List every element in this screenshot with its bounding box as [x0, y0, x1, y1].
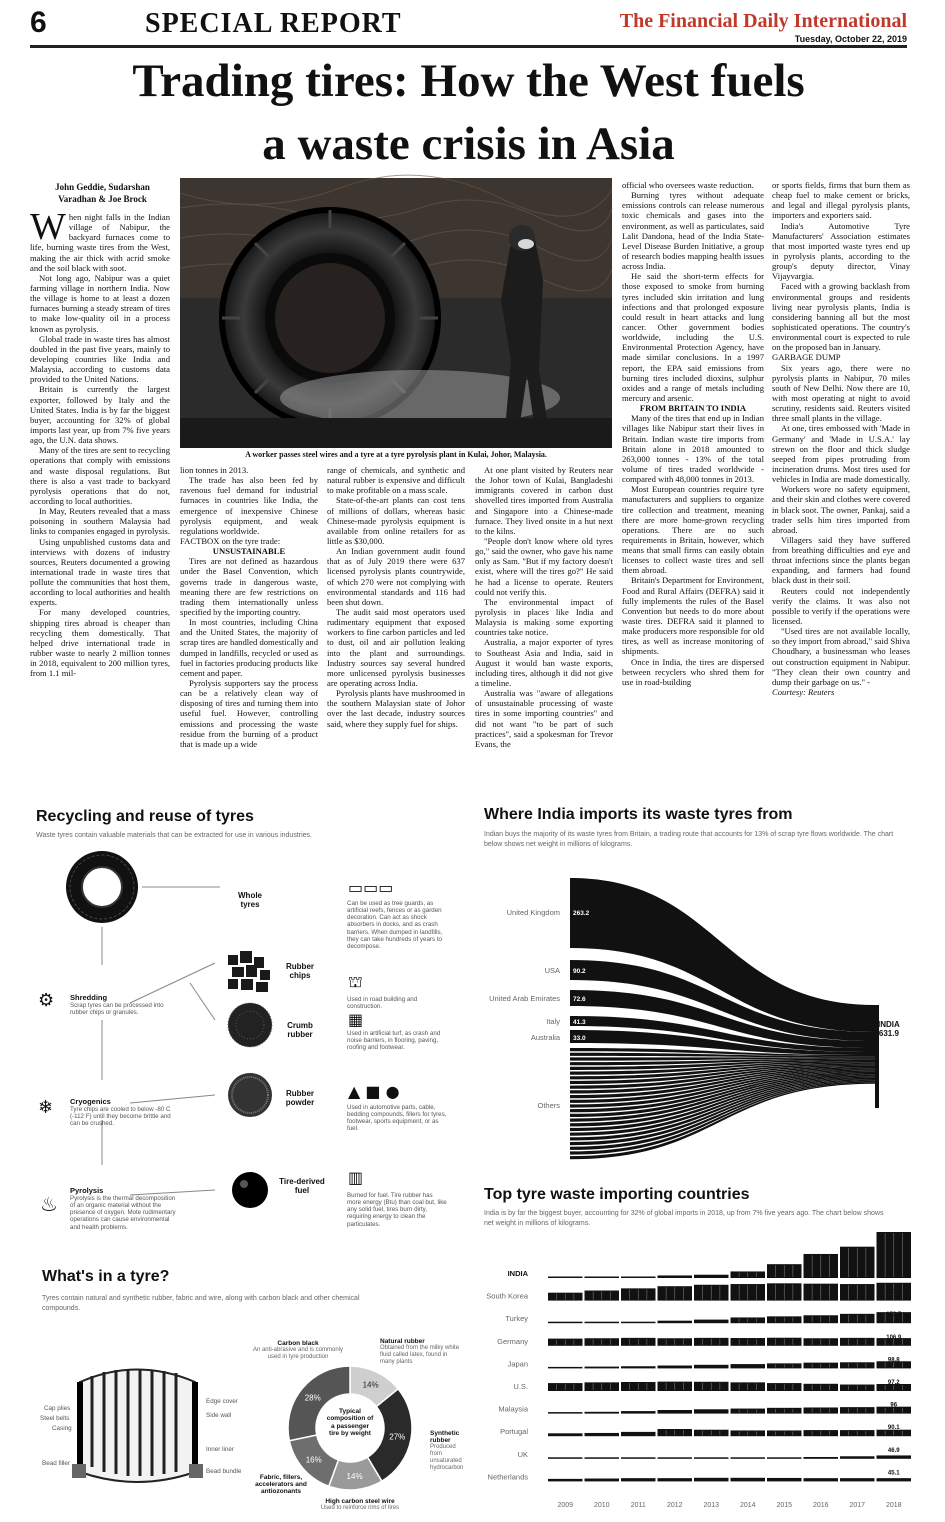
- chart-series-label: U.S.: [513, 1382, 528, 1391]
- paragraph: Many of the tires are sent to recycling operations that comply with emissions and waste disposal regulations. But there is also a vast trade to backyard pyrolysis operations that do not, according to local authorities.: [30, 445, 170, 506]
- chart-bar: [658, 1366, 693, 1369]
- chart-x-tick: 2012: [666, 1502, 683, 1509]
- paragraph: Pyrolysis supporters say the process can be a relatively clean way of disposing of tires and turning them into useful fuel. However, controlling emissions and processing the waste residue from the burning of a product that is made up a wide: [180, 677, 318, 749]
- paragraph: Faced with a growing backlash from environmental groups and residents living near pyrolysis plants, India is considering banning all but the most sophisticated operations. The country's environmental court is expected to rule on the proposed ban in January.: [772, 281, 910, 353]
- chart-bar: [840, 1456, 875, 1459]
- flow-diagram: [470, 860, 920, 1180]
- chart-bar: [548, 1433, 583, 1436]
- chart-bar: [585, 1367, 620, 1369]
- flow-dest-name: INDIA: [878, 1020, 900, 1029]
- paragraph: or sports fields, firms that burn them as cheap fuel to make cement or bricks, and legal and illegal pyrolysis plants, importers and exporters said.: [772, 180, 910, 221]
- rubber-chips-use: Used in road building and construction.: [347, 996, 418, 1011]
- bar-chart: [470, 1227, 915, 1512]
- process-cryogenics: [70, 1097, 180, 1127]
- paragraph: "Used tires are not available locally, so they import from abroad," said Shiva Choudhary, a businessman who leases out construction equipment in Nabipur. "They clean their own country and dump their garbage on us." -: [772, 626, 910, 687]
- paragraph: The trade has also been fed by ravenous fuel demand for industrial furnaces in countries like India, the emergence of inexpensive Chinese pyrolysis equipment, and weak regulations worldwide.: [180, 475, 318, 536]
- paragraph: Australia, a major exporter of tyres to Southeast Asia and India, said in August it would ban waste exports, including tires, although it did not give a timeline.: [475, 637, 613, 688]
- part-casing: Casing: [52, 1425, 72, 1432]
- headline-line-2: a waste crisis in Asia: [262, 118, 675, 171]
- segment-label-carbon-black: [248, 1340, 348, 1361]
- process-shredding-name: Shredding: [70, 993, 108, 1002]
- section-title: SPECIAL REPORT: [145, 8, 402, 39]
- paragraph: In May, Reuters revealed that a mass poisoning in southern Malaysia had links to companies engaged in pyrolysis.: [30, 506, 170, 537]
- segment-name: High carbon steel wire: [325, 1498, 395, 1505]
- flow-source-label: United Kingdom: [506, 908, 560, 917]
- chart-bar: [658, 1457, 693, 1459]
- tyre-subtitle: Tyres contain natural and synthetic rubber, fabric and wire, along with carbon black and other chemical compounds.: [42, 1295, 360, 1312]
- recycling-subtitle: Waste tyres contain valuable materials that can be extracted for use in various industries.: [36, 832, 312, 839]
- chart-bar: [621, 1411, 656, 1414]
- segment-desc: Produced from unsaturated hydrocarbon: [430, 1444, 464, 1471]
- process-pyrolysis: [70, 1186, 180, 1231]
- chart-bar: [621, 1366, 656, 1368]
- drop-cap: W: [30, 206, 66, 248]
- chart-series-label: INDIA: [507, 1269, 528, 1278]
- chart-title: Top tyre waste importing countries: [484, 1186, 750, 1203]
- subheading: GARBAGE DUMP: [772, 352, 841, 363]
- chart-bar: [804, 1457, 839, 1459]
- paragraph: "People don't know where old tyres go," said the owner, who gave his name only as Sam. "But if my factory doesn't exist, where will the tires go?" He said he had a license to operate. Reuters could not verify this.: [475, 535, 613, 597]
- paragraph: Not long ago, Nabipur was a quiet farming village in northern India. Now the village is home to at least a dozen furnaces burning a steady stream of tires to make low-quality oil in a process known as pyrolysis.: [30, 272, 170, 334]
- rubber-chips-label: Rubber chips: [286, 962, 314, 980]
- part-bead-bundle: Bead bundle: [206, 1468, 242, 1475]
- chart-bar: [585, 1479, 620, 1482]
- paragraph: Most European countries require tyre manufacturers and suppliers to organize tire collection and treatment, meaning there are more home-grown recycling operations. There are no such requirements in Britain, however, which means that small firms can easily obtain licenses to collect waste tires and sell them abroad.: [622, 484, 764, 576]
- chart-bar: [694, 1365, 729, 1369]
- chart-value-label: 90.1: [887, 1425, 900, 1432]
- flow-dest-value: 631.9: [878, 1029, 899, 1038]
- rubber-chips-graphic: [228, 951, 270, 992]
- article-column-5: [622, 180, 764, 804]
- segment-label-fabric: [248, 1474, 314, 1495]
- chart-series-label: Turkey: [505, 1314, 528, 1324]
- chart-x-tick: 2018: [885, 1502, 902, 1509]
- part-cap-plies: Cap plies: [44, 1405, 71, 1412]
- byline-line-2: Varadhan & Joe Brock: [58, 193, 147, 204]
- chart-bar: [804, 1478, 839, 1481]
- paragraph: FACTBOX on the tyre trade:: [180, 535, 281, 546]
- chart-x-tick: 2015: [776, 1502, 793, 1509]
- part-steel-belts: Steel belts: [40, 1415, 70, 1422]
- chart-bar: [548, 1322, 583, 1324]
- chart-bar: [548, 1479, 583, 1482]
- paragraph: At one, tires embossed with 'Made in Germany' and 'Made in U.S.A.' lay strewn on the floor and thick sludge seeped from pipes protruding from incineration drums. Most tires used for vehicles in India are made domestically.: [772, 423, 910, 485]
- crumb-rubber-graphic: [228, 1003, 272, 1047]
- paragraph: Britain's Department for Environment, Food and Rural Affairs (DEFRA) said it fully implements the rules of the Basel Convention but needs to do more about waste tires. DEFRA said it planned to make producers more responsible for old tires, as well as increase monitoring of shipments.: [622, 575, 764, 657]
- rubber-powder-graphic: [228, 1073, 272, 1117]
- chart-x-tick: 2009: [557, 1502, 574, 1509]
- rubber-powder-label: Rubber powder: [285, 1089, 315, 1107]
- fence-car-icon: ▭▭▭: [348, 878, 394, 897]
- paragraph: Once in India, the tires are dispersed between recyclers who shred them for use in road-building: [622, 656, 764, 687]
- flow-source-label: United Arab Emirates: [489, 994, 560, 1003]
- donut-pct-label: 27%: [389, 1432, 406, 1442]
- issue-date: Tuesday, October 22, 2019: [794, 34, 907, 44]
- donut-pct-label: 14%: [346, 1471, 363, 1481]
- byline: [30, 182, 175, 205]
- chart-x-tick: 2016: [812, 1502, 829, 1509]
- recycling-title: Recycling and reuse of tyres: [36, 808, 254, 825]
- paragraph: official who oversees waste reduction.: [622, 180, 754, 190]
- chart-x-tick: 2014: [739, 1502, 756, 1509]
- snowflake-icon: ❄: [38, 1097, 54, 1118]
- chart-bar: [694, 1320, 729, 1324]
- chart-bar: [731, 1364, 766, 1368]
- flow-subtitle: Indian buys the majority of its waste tyres from Britain, a trading route that accounts for 13% of scrap tyre flows worldwide. The chart below shows net weight in millions of kilograms.: [484, 831, 894, 848]
- segment-label-steel-wire: [300, 1498, 420, 1512]
- courtesy-line: Courtesy: Reuters: [772, 687, 835, 698]
- flame-icon: ♨: [40, 1192, 58, 1216]
- chart-bar: [621, 1457, 656, 1459]
- chart-bar: [694, 1457, 729, 1459]
- chart-series-label: South Korea: [486, 1291, 528, 1301]
- donut-pct-label: 14%: [362, 1380, 379, 1390]
- chart-bar: [658, 1321, 693, 1324]
- paragraph: Tires are not defined as hazardous under the Basel Convention, which governs trade in dangerous waste, meaning there are few restrictions on trading them internationally unless specified by the importing country.: [180, 556, 318, 617]
- subheading: UNSUSTAINABLE: [212, 546, 286, 557]
- segment-desc: An anti-abrasive and is commonly used in tyre production: [252, 1347, 344, 1361]
- fuel-use: Burned for fuel. Tire rubber has more energy (Btu) than coal but, like any solid fuel, tires burn dirty, requiring energy to clean the particulates.: [347, 1192, 447, 1228]
- chart-bar: [840, 1478, 875, 1481]
- process-pyrolysis-name: Pyrolysis: [70, 1186, 104, 1195]
- flow-others-label: Others: [537, 1101, 560, 1110]
- segment-name: Fabric, fillers, accelerators and antiozonants: [255, 1474, 307, 1495]
- chart-value-label: 153.7: [886, 1312, 902, 1319]
- chart-series-label: Malaysia: [498, 1404, 528, 1414]
- paragraph: Using unpublished customs data and interviews with dozens of industry sources, Reuters documented a growing international trade in waste tires that pollute the communities that host them, according to local authorities and health experts.: [30, 536, 170, 608]
- chart-bar: [767, 1478, 802, 1481]
- paragraph: The audit said most operators used rudimentary equipment that exposed workers to fine carbon particles and led to dust, oil and air pollution leaking into the plant and surroundings. Industry sources say several hundred more unlicensed pyrolysis businesses are operating across India.: [327, 606, 465, 688]
- chart-bar: [877, 1455, 912, 1458]
- shredder-icon: ⚙: [38, 990, 55, 1011]
- paragraph: Workers wore no safety equipment, and their skin and clothes were covered in black soot. The owner, Pankaj, said a trader sells him tires imported from abroad.: [772, 484, 910, 535]
- chart-bar: [548, 1412, 583, 1414]
- chart-bar: [731, 1457, 766, 1459]
- paragraph: Burning tyres without adequate emissions controls can release numerous toxic chemicals and gases into the environment, as well as particulates, said Lalit Dandona, head of the India State-Level Disease Burden Initiative, a group of research bodies mapping health issues across India.: [622, 190, 764, 272]
- paragraph: Britain is currently the largest exporter, followed by Italy and the United States. India is by far the biggest buyer, accounting for 32% of global imports last year, up from 7% five years ago, the U.N. data shows.: [30, 384, 170, 446]
- article-column-1: [30, 206, 170, 804]
- chart-bar: [585, 1457, 620, 1459]
- chart-value-label: 106.9: [886, 1334, 902, 1341]
- process-shredding-desc: Scrap tyres can be processed into rubber chips or granules.: [70, 1002, 164, 1017]
- chart-bar: [694, 1275, 729, 1278]
- paragraph: India's Automotive Tyre Manufacturers' Association estimates that most imported waste tyres end up in pyrolysis plants, according to the group's deputy director, Vinay Vijayvargia.: [772, 220, 910, 282]
- donut-pct-label: 28%: [304, 1393, 321, 1403]
- chart-x-tick: 2013: [703, 1502, 720, 1509]
- chart-bar: [585, 1277, 620, 1279]
- chart-bar: [548, 1277, 583, 1279]
- chart-series-label: Netherlands: [487, 1472, 528, 1482]
- photo-illustration: [180, 178, 612, 448]
- process-shredding: [70, 993, 180, 1016]
- tyre-cross-section: [70, 1362, 205, 1492]
- crumb-rubber-use: Used in artificial turf, as crash and noise barriers, in flooring, paving, roofing and footwear.: [347, 1030, 441, 1052]
- process-cryogenics-desc: Tyre chips are cooled to below -80 C (-112 F) until they become brittle and can be crushed.: [70, 1106, 171, 1128]
- tyre-title: What's in a tyre?: [42, 1268, 170, 1285]
- chart-bar: [621, 1277, 656, 1279]
- chart-bar: [548, 1367, 583, 1369]
- article-column-6: [772, 180, 910, 804]
- part-bead-filler: Bead filler: [42, 1460, 71, 1467]
- chart-value-label: 96: [890, 1402, 898, 1409]
- subheading: FROM BRITAIN TO INDIA: [639, 403, 747, 414]
- flow-dest: [878, 1020, 900, 1038]
- chart-bar: [621, 1478, 656, 1481]
- flow-source-label: Italy: [546, 1017, 560, 1026]
- article-column-4: [475, 465, 613, 804]
- flow-source-value: 72.6: [573, 996, 586, 1003]
- chart-series-label: UK: [517, 1449, 528, 1459]
- article-column-3: [327, 465, 465, 804]
- segment-name: Synthetic rubber: [430, 1430, 460, 1444]
- whole-tyres-label: Whole tyres: [238, 891, 262, 909]
- headline-line-1: Trading tires: How the West fuels: [132, 55, 805, 107]
- flow-source-value: 33.0: [573, 1035, 586, 1042]
- flow-source-label: USA: [544, 966, 560, 975]
- paragraph: Six years ago, there were no pyrolysis plants in Nabipur, 70 miles south of New Delhi. Now there are 10, with most operating at night to avoid scrutiny, residents said. Reuters visited three small plants in the village.: [772, 362, 910, 424]
- fuel-graphic: [232, 1172, 268, 1208]
- chart-bar: [585, 1322, 620, 1324]
- paragraph: He said the short-term effects for those exposed to smoke from burning tyres included skin irritation and lung infections and that prolonged exposure could result in heart attacks and lung cancer. Other government bodies worldwide, including the U.S. Environmental Protection Agency, have made similar conclusions. In a 1997 report, the EPA said emissions from burning tires included dioxins, sulphur oxides and a range of metals including mercury and arsenic.: [622, 271, 764, 403]
- headline: [30, 50, 907, 177]
- part-inner-liner: Inner liner: [206, 1446, 235, 1453]
- segment-label-synthetic-rubber: [430, 1430, 468, 1472]
- segment-label-natural-rubber: [380, 1338, 460, 1366]
- chart-value-label: 98.8: [887, 1357, 900, 1364]
- paragraph: In most countries, including China and the United States, the majority of scrap tires are handled domestically and dumped in landfills, recycled or used as fuel in factories producing products like cement and paper.: [180, 617, 318, 678]
- chart-subtitle: India is by far the biggest buyer, accounting for 32% of global imports in 2018, up from 7% five years ago. The chart below shows net weight in millions of kilograms.: [484, 1210, 884, 1227]
- fuel-label: Tire-derived fuel: [279, 1177, 325, 1195]
- chart-bar: [585, 1433, 620, 1436]
- chart-x-tick: 2011: [630, 1502, 646, 1509]
- chart-bar: [585, 1412, 620, 1414]
- segment-name: Carbon black: [277, 1340, 319, 1347]
- chart-value-label: 46.9: [887, 1447, 900, 1454]
- chart-bar: [731, 1478, 766, 1482]
- chart-bar: [548, 1457, 583, 1459]
- flow-title: Where India imports its waste tyres from: [484, 806, 793, 823]
- paragraph: Pyrolysis plants have mushroomed in the southern Malaysian state of Johor over the last decade, industry sources said, where they supply fuel for ships.: [327, 688, 465, 729]
- chart-series-label: Japan: [507, 1359, 528, 1369]
- paragraph: The environmental impact of pyrolysis in places like India and Malaysia is making some exporting countries take notice.: [475, 596, 613, 638]
- chart-value-label: 97.2: [887, 1380, 900, 1386]
- paragraph: An Indian government audit found that as of July 2019 there were 637 licensed pyrolysis plants countrywide, of which 270 were not complying with environmental standards and 116 had been shut down.: [327, 546, 465, 607]
- flooring-icon: ▦: [348, 1010, 364, 1029]
- segment-desc: Used to reinforce rims of tires: [320, 1505, 400, 1511]
- whole-tyre-graphic: [66, 851, 138, 923]
- byline-line-1: John Geddie, Sudarshan: [55, 182, 150, 192]
- paragraph: Reuters could not independently verify the claims. It was also not possible to verify if the operations were licensed.: [772, 585, 910, 627]
- chart-x-tick: 2010: [593, 1502, 610, 1509]
- chart-bar: [877, 1478, 912, 1481]
- paragraph: Australia was "aware of allegations of unsustainable processing of waste tires in some importing countries" and did not want "to be part of such practices", said a spokesman for Trevor Evans, the: [475, 688, 613, 749]
- chart-bar: [694, 1409, 729, 1413]
- rubber-powder-use: Used in automotive parts, cable, bedding compounds, fillers for tyres, footwear, sports equipment, or as fuel.: [347, 1104, 447, 1133]
- furnace-icon: ▥: [348, 1168, 364, 1187]
- flow-source-value: 263.2: [573, 910, 590, 917]
- chart-bar: [694, 1478, 729, 1482]
- chart-bar: [621, 1432, 656, 1436]
- paragraph: range of chemicals, and synthetic and natural rubber is expensive and difficult to make profitable on a mass scale.: [327, 465, 465, 496]
- donut-pct-label: 16%: [305, 1455, 322, 1465]
- chart-value-label: 247.6: [886, 1289, 902, 1296]
- masthead-rule: [30, 45, 907, 48]
- photo-caption: A worker passes steel wires and a tyre at a tyre pyrolysis plant in Kulai, Johor, Malaysia.: [245, 450, 547, 459]
- paragraph: hen night falls in the Indian village of Nabipur, the backyard furnaces come to life, burning waste tires from the West, making the air thick with acrid smoke and the soil black with soot.: [30, 212, 170, 273]
- chart-bar: [658, 1410, 693, 1414]
- flow-source-value: 41.3: [573, 1019, 586, 1026]
- segment-desc: Obtained from the milky white fluid called latex, found in many plants: [380, 1345, 460, 1365]
- newspaper-name: The Financial Daily International: [619, 10, 907, 32]
- chart-bar: [767, 1457, 802, 1459]
- process-pyrolysis-desc: Pyrolysis is the thermal decomposition of an organic material without the presence of oxygen. Mote rudimentary operations can cause environmental and health problems.: [70, 1195, 176, 1231]
- whole-tyres-use: Can be used as tree guards, as artificial reefs, fences or as garden decoration. Can act as shock absorbers in docks, and as crash barriers. When dumped in landfills, they can take hundreds of years to decompose.: [347, 900, 443, 950]
- chart-series-label: Portugal: [500, 1427, 528, 1437]
- paragraph: For many developed countries, shipping tires abroad is cheaper than recycling them domestically. That helped drive international trade in rubber waste to nearly 2 million tonnes in 2018, equivalent to 200 million tyres, from 1.1 mil-: [30, 607, 170, 679]
- paragraph: Global trade in waste tires has almost doubled in the past five years, mainly to developing countries like India and Malaysia, according to customs data provided to the United Nations.: [30, 333, 170, 385]
- article-photo: [180, 178, 612, 448]
- part-side-wall: Side wall: [206, 1412, 232, 1419]
- paragraph: Villagers said they have suffered from breathing difficulties and eye and throat infections since the plants began expanding, and farmers had found black dust in their soil.: [772, 534, 910, 586]
- flow-source-value: 90.2: [573, 968, 586, 975]
- page-number: 6: [30, 6, 47, 39]
- chart-value-label: 45.1: [887, 1470, 900, 1477]
- process-cryogenics-name: Cryogenics: [70, 1097, 111, 1106]
- paragraph: At one plant visited by Reuters near the Johor town of Kulai, Bangladeshi immigrants covered in carbon dust shovelled tires imported from Australia and Singapore into a Chinese-made furnace. They lived onsite in a hut next to the kilns.: [475, 465, 613, 536]
- donut-center-label: Typical composition of a passenger tire by weight: [326, 1408, 374, 1438]
- part-edge-cover: Edge cover: [206, 1398, 238, 1405]
- article-column-2: [180, 465, 318, 804]
- flow-source-label: Australia: [530, 1033, 560, 1042]
- footwear-icon: ▲ ■ ●: [348, 1082, 400, 1101]
- paragraph: State-of-the-art plants can cost tens of millions of dollars, whereas basic Chinese-made pyrolysis equipment is available from online retailers for as little as $30,000.: [327, 495, 465, 546]
- chart-bar: [621, 1322, 656, 1324]
- chart-bar: [658, 1275, 693, 1278]
- paragraph: Many of the tires that end up in Indian villages like Nabipur start their lives in Britain. Indian waste tire imports from Britain alone in 2018 amounted to 263,000 tonnes - 13% of the total volume of tires traded worldwide - compared with 48,000 tonnes in 2013.: [622, 413, 764, 485]
- crumb-rubber-label: Crumb rubber: [287, 1021, 313, 1039]
- chart-bar: [658, 1478, 693, 1481]
- chart-series-label: Germany: [497, 1336, 528, 1346]
- chart-x-tick: 2017: [849, 1502, 866, 1509]
- chart-value-label: 631.9: [886, 1227, 902, 1233]
- segment-name: Natural rubber: [380, 1338, 425, 1345]
- road-icon: ⛫: [348, 972, 363, 991]
- paragraph: lion tonnes in 2013.: [180, 465, 249, 475]
